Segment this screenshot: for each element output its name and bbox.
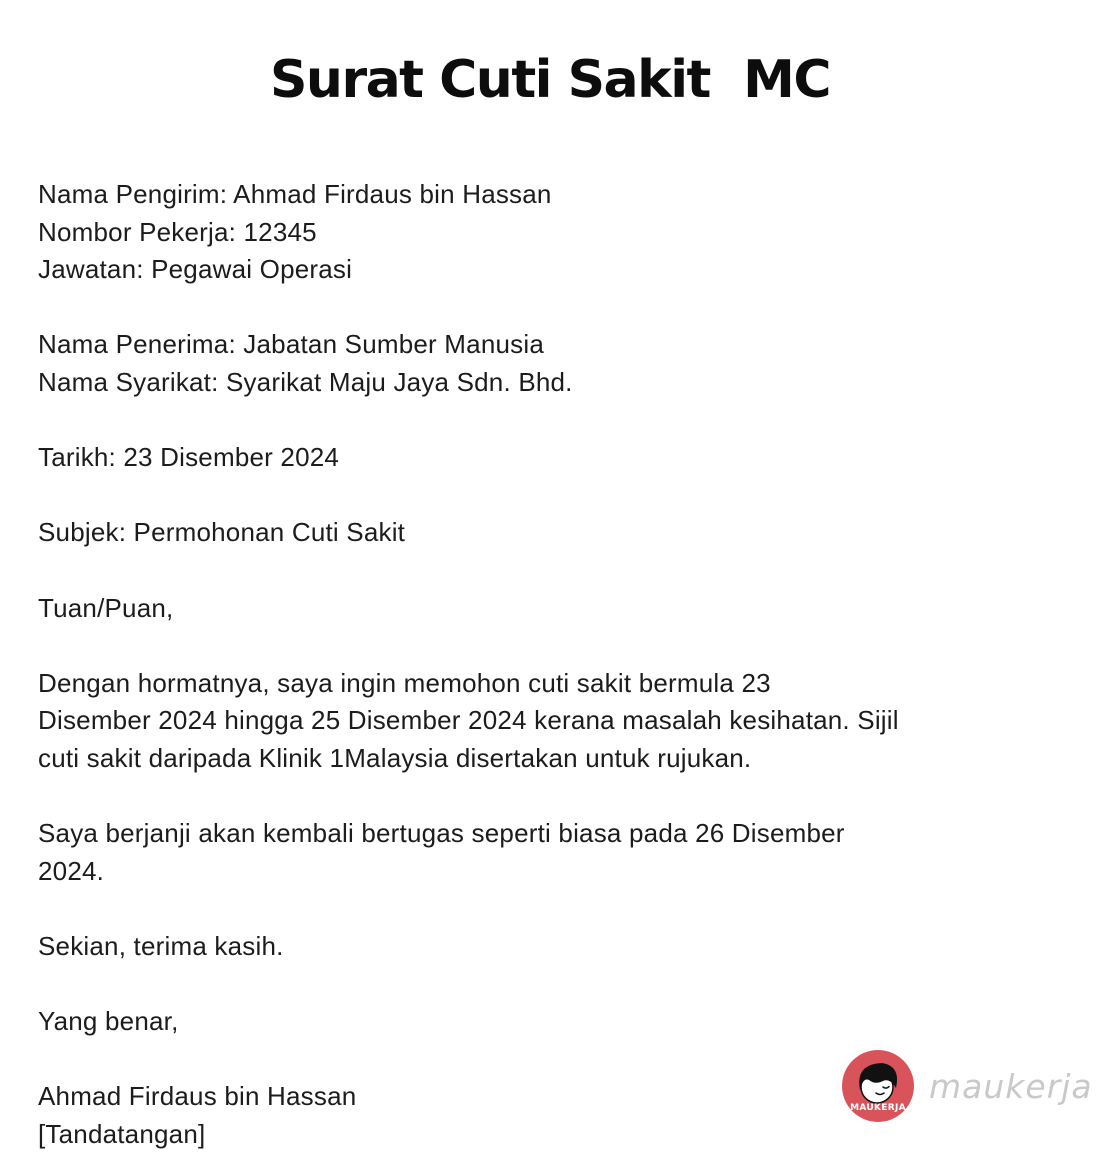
sender-info: [38, 176, 1050, 289]
salutation-block: [38, 590, 1050, 628]
logo-badge-text: MAUKERJA: [850, 1103, 906, 1113]
date-line: Tarikh: 23 Disember 2024: [38, 442, 340, 473]
closing-line: Sekian, terima kasih.: [38, 930, 284, 961]
body-paragraph-1: [38, 665, 1050, 778]
recipient-info: [38, 326, 1050, 401]
sender-employee-number-line: Nombor Pekerja: 12345: [38, 216, 317, 247]
paragraph-1-line-3: cuti sakit daripada Klinik 1Malaysia disertakan untuk rujukan.: [38, 742, 752, 773]
sender-name-line: Nama Pengirim: Ahmad Firdaus bin Hassan: [38, 179, 552, 209]
page-title: Surat Cuti Sakit MC: [269, 50, 831, 110]
date-block: [38, 439, 1050, 477]
signature-placeholder-line: [Tandatangan]: [38, 1118, 206, 1149]
sender-position-line: Jawatan: Pegawai Operasi: [38, 254, 353, 285]
sign-off-block: [38, 1003, 1050, 1041]
body-paragraph-2: [38, 815, 1050, 890]
closing-block: [38, 928, 1050, 966]
paragraph-2-line-1: Saya berjanji akan kembali bertugas seperti biasa pada 26 Disember: [38, 818, 845, 849]
maukerja-wordmark: maukerja: [929, 1066, 1093, 1106]
paragraph-1-line-1: Dengan hormatnya, saya ingin memohon cuti sakit bermula 23: [38, 667, 771, 698]
signature-name-line: Ahmad Firdaus bin Hassan: [38, 1081, 357, 1112]
paragraph-1-line-2: Disember 2024 hingga 25 Disember 2024 kerana masalah kesihatan. Sijil: [38, 705, 899, 736]
maukerja-brand: [842, 1050, 1093, 1122]
subject-block: [38, 514, 1050, 552]
paragraph-2-line-2: 2024.: [38, 855, 105, 886]
sign-off-line: Yang benar,: [38, 1006, 179, 1037]
recipient-name-line: Nama Penerima: Jabatan Sumber Manusia: [38, 329, 544, 360]
maukerja-logo-icon: [842, 1050, 914, 1122]
subject-line: Subjek: Permohonan Cuti Sakit: [38, 517, 406, 548]
salutation-line: Tuan/Puan,: [38, 592, 174, 623]
letter-body: [38, 176, 1050, 1153]
recipient-company-line: Nama Syarikat: Syarikat Maju Jaya Sdn. Bhd.: [38, 366, 573, 397]
